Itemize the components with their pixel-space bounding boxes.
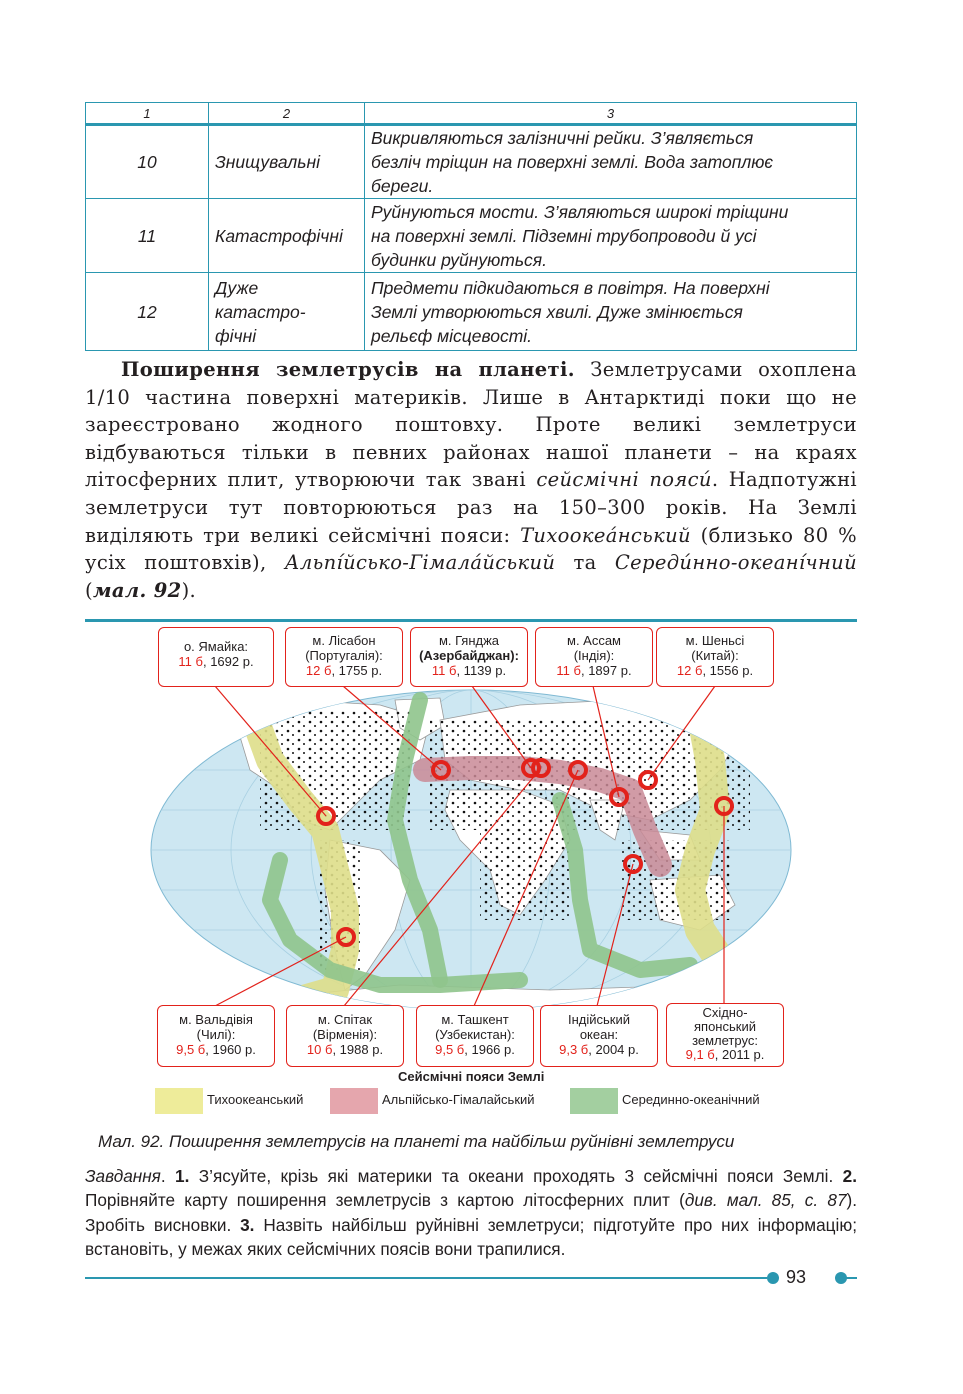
figure-reference[interactable]: мал. 92 xyxy=(92,578,182,602)
callout-value xyxy=(536,663,652,678)
callout-tashkent xyxy=(416,1005,534,1067)
callout-magnitude: 11 б xyxy=(178,654,203,669)
callout-label: (Китай): xyxy=(691,648,739,663)
callout-label: японський xyxy=(694,1019,756,1034)
desc-line: береги. xyxy=(371,176,434,196)
name-line: катастро- xyxy=(215,301,306,322)
callout-label: (Азербайджан): xyxy=(419,648,519,663)
callout-spitak xyxy=(286,1005,404,1067)
callout-magnitude: 11 б xyxy=(556,663,581,678)
callout-value xyxy=(411,663,527,678)
callout-label: Східно- xyxy=(702,1005,748,1020)
callout-value xyxy=(417,1042,533,1057)
callout-year: , 1692 р. xyxy=(202,654,254,669)
term-seismic-belts: сейсмічні пояси́ xyxy=(536,468,712,492)
callout-magnitude: 9,1 б xyxy=(685,1047,715,1062)
task-label: Завдання xyxy=(85,1166,161,1186)
callout-label: м. Спітак xyxy=(317,1012,373,1027)
callout-year: , 2011 р. xyxy=(714,1047,765,1062)
callout-label: м. Гянджа xyxy=(438,633,500,648)
legend-label: Тихоокеанський xyxy=(207,1092,304,1107)
callout-label: (Чилі): xyxy=(196,1027,236,1042)
legend-label: Альпійсько-Гімалайський xyxy=(382,1092,535,1107)
table-cell-name: Знищувальні xyxy=(209,125,365,199)
callout-label: о. Ямайка: xyxy=(183,639,249,654)
callout-value xyxy=(657,663,773,678)
callout-label: Індійський xyxy=(567,1012,630,1027)
footer-rule-end xyxy=(845,1277,857,1279)
callout-value xyxy=(287,1042,403,1057)
section-heading: Поширення землетрусів на планеті. xyxy=(121,358,575,381)
footer-dot xyxy=(767,1272,779,1284)
paragraph-text: (близько 80 % усіх поштовхів), xyxy=(85,523,857,575)
callout-year: , 1897 р. xyxy=(580,663,632,678)
page-number: 93 xyxy=(786,1267,807,1287)
callout-year: , 1755 р. xyxy=(331,663,383,678)
desc-line: на поверхні землі. Підземні трубопроводи й усі xyxy=(371,225,757,246)
callout-year: , 1988 р. xyxy=(332,1042,384,1057)
table-cell-number: 10 xyxy=(86,125,209,199)
callout-year: , 2004 р. xyxy=(588,1042,639,1057)
desc-line: безліч тріщин на поверхні землі. Вода затоплює xyxy=(371,152,774,172)
callout-shaanxi xyxy=(656,627,774,687)
callout-ganja xyxy=(410,627,528,687)
callout-label: м. Ассам xyxy=(567,633,621,648)
callout-value xyxy=(667,1048,783,1062)
callout-jamaica xyxy=(158,627,274,687)
legend-title: Сейсмічні пояси Землі xyxy=(398,1069,545,1084)
desc-line: Землі утворюються хвилі. Дуже змінюється xyxy=(371,301,743,322)
callout-label: землетрус: xyxy=(692,1033,758,1048)
figure-caption: Мал. 92. Поширення землетрусів на планеті та найбільш руйнівні землетруси xyxy=(98,1132,735,1151)
callout-year: , 1139 р. xyxy=(456,663,507,678)
name-line: Дуже xyxy=(215,277,259,298)
callout-magnitude: 9,5 б xyxy=(176,1042,206,1057)
task-number: 3. xyxy=(240,1214,255,1235)
task-text: Порівняйте карту поширення землетрусів з картою літосферних плит ( xyxy=(85,1190,685,1211)
desc-line: Викривляються залізничні рейки. З’являється xyxy=(371,128,754,148)
task-text: ). Зробіть висновки. xyxy=(85,1190,857,1235)
task-block: Завдання. 1. З’ясуйте, крізь які материки та океани проходять 3 сейсмічні пояси Землі. 2. Порівняйте карту поширення землетрусів з картою літосферних плит (див. мал. 85, с. 87). Зробіть висновки. 3. Назвіть найбільш руйнівні землетруси; підготуйте про них інформацію; встановіть, у межах яких сейсмічних поясів вони трапилися. xyxy=(85,1166,857,1259)
belt-pacific: Тихоокеа́нський xyxy=(520,523,691,547)
callout-year: , 1556 р. xyxy=(702,663,754,678)
callout-label: (Узбекистан): xyxy=(435,1027,515,1042)
callout-value xyxy=(286,663,402,678)
callout-label: м. Лісабон xyxy=(312,633,376,648)
paragraph-text: . Надпотужні землетруси тут повторюються раз на 150–300 років. На Землі виділяють три великі сейсмічні пояси: xyxy=(85,468,858,547)
callout-value xyxy=(158,1042,274,1057)
footer-rule xyxy=(85,1277,767,1279)
callout-label: (Вірменія): xyxy=(312,1027,378,1042)
table-cell-number: 12 xyxy=(86,273,209,351)
callout-japan xyxy=(666,1003,784,1067)
callout-value xyxy=(541,1042,657,1057)
callout-value xyxy=(159,654,273,669)
callout-label: (Індія): xyxy=(573,648,615,663)
belt-alpine-himalayan: Альпі́йсько-Гімала́йський xyxy=(284,551,556,575)
task-reference[interactable]: див. мал. 85, с. 87 xyxy=(684,1190,847,1211)
callout-year: , 1966 р. xyxy=(464,1042,515,1057)
callout-label: м. Шеньсі xyxy=(685,633,745,648)
belt-mid-oceanic: Середи́нно-океані́чний xyxy=(614,551,857,575)
paragraph-text: та xyxy=(555,551,615,575)
paragraph-text: Землетрусами охоплена 1/10 частина поверхні материків. Лише в Антарктиді поки що не зареєстровано жодного поштовху. Проте великі землетруси відбуваються тільки в певних районах нашої планети – на краях літосферних плит, утворюючи так звані xyxy=(85,358,857,492)
task-number: 2. xyxy=(842,1166,857,1186)
callout-magnitude: 9,5 б xyxy=(435,1042,465,1057)
table-header-col2: 2 xyxy=(209,103,365,125)
callout-label: (Португалія): xyxy=(305,648,383,663)
callout-indian-ocean xyxy=(540,1005,658,1067)
callout-magnitude: 10 б xyxy=(306,1042,333,1057)
callout-magnitude: 9,3 б xyxy=(559,1042,589,1057)
legend-swatch xyxy=(330,1088,378,1114)
desc-line: рельєф місцевості. xyxy=(371,325,533,346)
callout-magnitude: 12 б xyxy=(305,663,332,678)
table-header-col3: 3 xyxy=(365,103,857,125)
task-number: 1. xyxy=(175,1166,190,1186)
legend-label: Серединно-океанічний xyxy=(622,1092,760,1107)
task-text: Назвіть найбільш руйнівні землетруси; підготуйте про них інформацію; встановіть, у межах яких сейсмічних поясів вони трапилися. xyxy=(85,1214,857,1259)
desc-line: Предмети підкидаються в повітря. На поверхні xyxy=(371,277,770,298)
table-cell-number: 11 xyxy=(86,199,209,273)
paragraph-text: ( xyxy=(85,578,93,602)
callout-year: , 1960 р. xyxy=(205,1042,256,1057)
callout-magnitude: 11 б xyxy=(431,663,457,678)
desc-line: будинки руйнуються. xyxy=(371,249,548,270)
table-header-col1: 1 xyxy=(86,103,209,125)
legend-swatch xyxy=(155,1088,203,1114)
desc-line: Руйнуються мости. З’являються широкі тріщини xyxy=(371,201,789,222)
paragraph-text: ). xyxy=(181,578,197,602)
name-line: фічні xyxy=(215,325,257,346)
callout-magnitude: 12 б xyxy=(676,663,703,678)
callout-valdivia xyxy=(157,1005,275,1067)
callout-assam xyxy=(535,627,653,687)
callout-label: м. Вальдівія xyxy=(179,1012,253,1027)
callout-label: м. Ташкент xyxy=(441,1012,509,1027)
callout-label: океан: xyxy=(579,1027,619,1042)
legend-swatch xyxy=(570,1088,618,1114)
task-text: З’ясуйте, крізь які материки та океани проходять 3 сейсмічні пояси Землі. xyxy=(189,1166,843,1186)
table-cell-name: Катастрофічні xyxy=(209,199,365,273)
callout-lisbon xyxy=(285,627,403,687)
